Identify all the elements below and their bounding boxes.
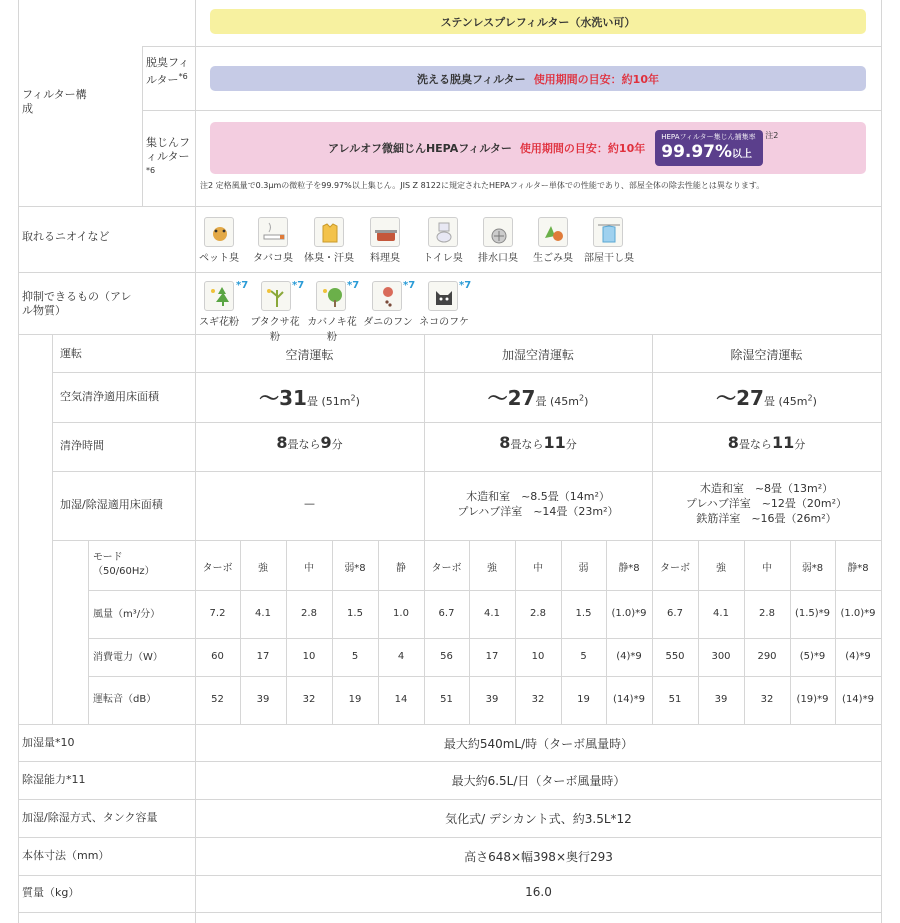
hepa-filter-life: 使用期間の目安：約10年 [519,142,646,155]
grid-line [52,540,882,541]
odor-label: タバコ臭 [253,253,293,264]
hepa-badge-title: HEPAフィルター集じん捕集率 [661,133,756,141]
grid-line [18,837,882,838]
mite-droppings-icon [372,281,402,311]
note-mark: 注2 [765,131,779,140]
pet-odor-icon [204,217,234,247]
allergen-note: *7 [403,280,416,291]
mode-air-clean: 空清運転 [285,348,334,362]
cleaning-value-2: 8畳なら11分 [499,433,577,452]
spec-value-cell: 5 [580,651,587,662]
bottom-label: 質量（kg） [22,886,80,899]
cat-dander-icon [428,281,458,311]
washable-filter-bar [210,66,866,91]
area-label: 空気清浄適用床面積 [60,390,159,403]
grid-line [142,110,882,111]
spec-value-cell: 1.0 [393,608,409,619]
bottom-label: 加湿/除湿方式、タンク容量 [22,811,158,824]
allergen-note: *7 [347,280,360,291]
spec-value-cell: 56 [440,651,453,662]
spec-value-cell: (19)*9 [796,694,829,705]
spec-value-cell: 39 [485,694,499,705]
grid-line [52,372,882,373]
spec-value-cell: (1.0)*9 [840,608,876,619]
odor-label: 料理臭 [370,253,400,264]
spec-mode-cell: ターボ [202,563,233,574]
spec-value-cell: 17 [256,651,270,662]
spec-value-cell: (4)*9 [616,651,642,662]
grid-line [52,422,882,423]
table-border-left [18,0,19,923]
washable-filter-text: 洗える脱臭フィルター [417,72,526,86]
odor-label: 生ごみ臭 [533,253,573,264]
allergen-label: スギ花粉 [199,317,239,328]
spec-value-cell: 17 [485,651,499,662]
allergen-note: *7 [292,280,305,291]
area-value-3: 〜27畳 $(45m^2)$ [716,386,817,410]
spec-mode-cell: 静*8 [618,563,640,574]
spec-mode-cell: 静*8 [847,563,869,574]
spec-value-cell: 10 [302,651,316,662]
spec-mode-cell: 強 [487,563,497,574]
area-value-1: 〜31畳 $(51m^2)$ [259,386,360,410]
cleaning-label: 清浄時間 [60,439,104,452]
spec-value-cell: 7.2 [209,608,226,619]
body-odor-icon [314,217,344,247]
bottom-label: 加湿量*10 [22,736,75,749]
grid-line [18,875,882,876]
grid-line [88,638,882,639]
spec-value-cell: (1.5)*9 [794,608,831,619]
humid-area-label: 加湿/除湿適用床面積 [60,498,163,511]
grid-line [18,334,882,335]
grid-line [142,46,143,206]
humid-area-col1: — [304,497,315,510]
spec-mode-cell: 強 [716,563,726,574]
filter-footnote: 注2 定格風量で0.3μmの微粒子を99.97%以上集じん。JIS Z 8122に規定されたHEPAフィルター単体での性能であり、部屋全体の除去性能とは異なります。 [200,181,765,190]
spec-value-cell: 19 [577,694,590,705]
spec-mode-cell: 弱 [578,563,589,574]
spec-row-label: 運転音（dB） [93,694,157,705]
spec-value-cell: 10 [531,651,545,662]
spec-value-cell: 6.7 [438,608,455,619]
humid-area-col2: 木造和室 ~8.5畳（14m²） プレハブ洋室 ~14畳（23m²） [457,490,619,518]
grid-line [18,206,882,207]
spec-mode-cell: 強 [258,563,268,574]
bottom-label: 除湿能力*11 [22,773,86,786]
allergen-label: カバノキ花粉 [307,317,357,343]
grid-line [88,590,882,591]
drain-odor-icon [483,217,513,247]
washable-filter-life: 使用期間の目安：約10年 [533,72,659,86]
spec-row-label: 消費電力（W） [93,652,163,663]
spec-mode-cell: 弱*8 [801,563,824,574]
grid-line [88,676,882,677]
area-value-2: 〜27畳 $(45m^2)$ [487,386,589,410]
hepa-badge-value: 99.97%以上 [661,142,753,162]
spec-value-cell: (1.0)*9 [611,608,647,619]
spec-value-cell: (4)*9 [845,651,871,662]
grid-line [52,471,882,472]
grid-line [195,0,196,206]
spec-value-cell: 51 [668,694,682,705]
odors-label: 取れるニオイなど [22,230,110,243]
prefilter-text: ステンレスプレフィルター（水洗い可） [440,15,636,29]
spec-value-cell: 39 [714,694,728,705]
spec-value-cell: 14 [394,694,408,705]
spec-value-cell: 4.1 [713,608,729,619]
allergen-note: *7 [236,280,249,291]
prefilter-bar [210,9,866,34]
spec-value-cell: 4 [397,651,405,662]
bottom-value: 気化式/ デシカント式、約3.5L*12 [445,812,632,826]
spec-value-cell: 32 [302,694,316,705]
grid-line [18,912,882,913]
grid-line [18,724,882,725]
odor-label: 排水口臭 [478,253,518,264]
odor-label: 体臭・汗臭 [304,253,354,264]
spec-value-cell: 6.7 [667,608,683,619]
spec-value-cell: 300 [711,651,731,662]
grid-line [18,272,882,273]
spec-value-cell: 60 [211,651,224,662]
mode-humid-clean: 加湿空清運転 [501,348,574,362]
cooking-odor-icon [370,217,400,247]
spec-value-cell: 2.8 [301,608,317,619]
hepa-badge [655,130,763,166]
bottom-value: 最大約540mL/時（ターボ風量時） [443,737,634,751]
spec-mode-cell: 中 [304,563,314,574]
grid-line [52,334,53,724]
grid-line [142,46,882,47]
spec-value-cell: 52 [211,694,224,705]
bottom-label: 本体寸法（mm） [22,849,110,862]
spec-value-cell: 19 [348,694,362,705]
spec-mode-cell: 静 [396,563,406,574]
spec-value-cell: 4.1 [484,608,500,619]
spec-value-cell: 32 [531,694,545,705]
cleaning-value-3: 8畳なら11分 [727,433,806,452]
spec-value-cell: 2.8 [530,608,546,619]
spec-mode-label: モード （50/60Hz） [93,552,155,577]
spec-value-cell: (14)*9 [613,694,645,705]
spec-value-cell: 5 [351,651,359,662]
spec-value-cell: 51 [440,694,453,705]
spec-value-cell: (14)*9 [842,694,874,705]
cedar-pollen-icon [204,281,234,311]
laundry-odor-icon [593,217,623,247]
spec-value-cell: 2.8 [759,608,775,619]
spec-mode-cell: ターボ [660,563,690,574]
hepa-filter-text: アレルオフ微細じんHEPAフィルター [328,142,512,155]
hepa-filter-bar [210,122,866,174]
allergen-note: *7 [459,280,472,291]
spec-value-cell: 32 [760,694,774,705]
garbage-odor-icon [538,217,568,247]
grid-line [18,761,882,762]
grid-line [18,799,882,800]
spec-value-cell: 1.5 [575,608,592,619]
mode-row-label: 運転 [60,347,82,360]
spec-value-cell: 290 [757,651,777,662]
bottom-value: 高さ648×幅398×奥行293 [464,850,613,864]
spec-mode-cell: 弱*8 [344,563,366,574]
cleaning-value-1: 8畳なら9分 [276,433,343,452]
allergen-label: ブタクサ花粉 [250,317,300,343]
ragweed-pollen-icon [261,281,291,311]
spec-mode-cell: 中 [533,563,543,574]
tobacco-odor-icon [258,217,288,247]
allergen-label: ネコのフケ [419,317,469,328]
dust-filter-label: 集じんフィルター$^{*6}$ [146,136,190,175]
odor-label: トイレ臭 [423,253,463,264]
spec-value-cell: 550 [665,651,685,662]
spec-row-label: 風量（m³/分） [93,609,161,620]
allergens-label: 抑制できるもの（アレル物質） [22,290,132,317]
spec-value-cell: 1.5 [347,608,363,619]
spec-value-cell: 39 [256,694,270,705]
spec-mode-cell: ターボ [431,563,462,574]
deodor-filter-label: 脱臭フィルター$^{*6}$ [146,56,190,87]
grid-line [88,540,89,724]
odor-label: ペット臭 [199,253,239,264]
odor-label: 部屋干し臭 [584,253,634,264]
allergen-label: ダニのフン [363,317,413,328]
bottom-value: 最大約6.5L/日（ターボ風量時） [451,774,626,788]
filter-label: フィルター構成 [22,88,87,115]
bottom-value: 16.0 [525,885,552,899]
spec-value-cell: (5)*9 [799,651,826,662]
birch-pollen-icon [316,281,346,311]
mode-dehumid-clean: 除湿空清運転 [730,348,803,362]
spec-mode-cell: 中 [762,563,772,574]
humid-area-col3: 木造和室 ~8畳（13m²） プレハブ洋室 ~12畳（20m²） 鉄筋洋室 ~16畳（26m²） [685,482,848,525]
toilet-odor-icon [428,217,458,247]
spec-value-cell: 4.1 [255,608,271,619]
